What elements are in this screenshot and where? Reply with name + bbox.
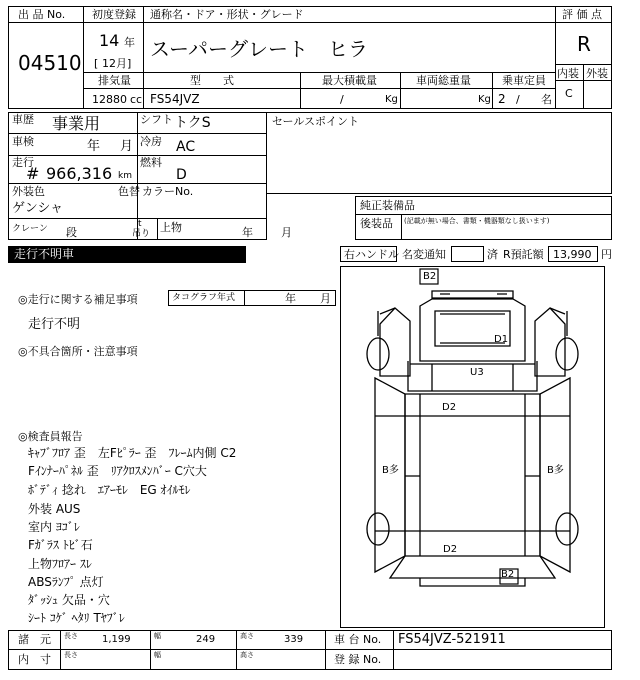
max-load-kg: Kg [385,94,398,105]
damage-mark-b2-bottom: B2 [501,569,515,580]
sales-point-label: セールスポイント [272,115,360,128]
damage-mark-d2-lower: D2 [443,544,458,555]
mileage-unit: km [118,171,132,181]
reg-month: 12 [102,57,116,70]
inspector-line: ﾎﾞﾃﾞｨ 捻れ ｴｱｰﾓﾚ EG ｵｲﾙﾓﾚ [28,483,191,497]
recycle-amount: 13,990 [553,248,592,261]
mileage-mark: # [26,164,40,183]
car-name: スーパーグレート ヒラ [150,37,368,61]
fuel-label: 燃料 [140,156,162,169]
inspection-year-unit: 年 [87,139,101,154]
inspector-line: ABSﾗﾝﾌﾟ 点灯 [28,575,104,589]
genuine-label: 純正装備品 [360,199,415,212]
gvw-kg: Kg [478,94,491,105]
tachograph-label: タコグラフ年式 [172,293,236,303]
reg-month-unit: 月] [116,57,132,70]
gvw-label: 車両総重量 [416,74,471,87]
footer-box [8,630,612,670]
truck-diagram [340,266,605,628]
aircon-label: 冷房 [140,135,162,148]
width-value: 249 [196,634,216,645]
aircon-value: AC [176,139,196,155]
dims-label: 諸 元 [18,633,51,646]
length-value: 1,199 [102,634,131,645]
crane-ton: t [138,219,142,229]
reg-year: 14 [99,31,120,50]
lot-number: 04510 [18,51,82,75]
cargo-height-label: 高さ [240,651,254,659]
inspection-month-unit: 月 [120,139,134,154]
capacity-value: 2 [498,92,506,106]
name-change-label: 名変通知 [402,248,446,261]
damage-mark-b-left: B多 [382,465,399,476]
inspector-line: ﾀﾞｯｼｭ 欠品・穴 [28,593,110,607]
inspector-line: Fｶﾞﾗｽ ﾄﾋﾞ石 [28,538,93,552]
displacement-label: 排気量 [98,74,131,87]
shift-value: トクS [174,115,211,131]
inspector-title: ◎検査員報告 [18,430,83,443]
aftermarket-label: 後装品 [360,217,393,230]
fuel-value: D [176,167,187,183]
reg-year-unit: 年 [124,36,135,49]
reg-label: 初度登録 [92,8,136,21]
aftermarket-note: (記載が無い場合、書類・機器類なし扱います) [404,217,550,225]
max-load-slash: / [340,93,344,106]
inspection-label: 車検 [12,135,34,148]
model-label: 型 式 [190,74,234,87]
shift-label: シフト [140,113,173,126]
lot-label: 出 品 No. [18,8,66,21]
history-label: 車歴 [12,113,34,126]
length-label: 長さ [64,632,78,640]
damage-mark-b-right: B多 [547,465,564,476]
recycle-label: R預託額 [503,248,544,261]
upper-year-unit: 年 [242,226,253,239]
tax-label: 済 [487,248,498,261]
upper-month-unit: 月 [281,226,292,239]
cargo-length-label: 長さ [64,651,78,659]
mileage-label: 走行 [12,156,34,169]
capacity-label: 乗車定員 [502,74,546,87]
color-value: ゲンシャ [12,201,64,216]
name-label: 通称名・ドア・形状・グレード [150,8,304,21]
damage-mark-d1: D1 [494,334,509,345]
color-change-label: 色替 [118,185,140,198]
steering-value: 右ハンドル [344,248,399,261]
exterior-label: 外装 [586,67,608,80]
crane-label: クレーン [12,224,48,234]
inspector-line: 室内 ﾖｺﾞﾚ [28,520,80,534]
grade-label: 評 価 点 [562,8,602,21]
cargo-width-label: 幅 [154,651,161,659]
height-value: 339 [284,634,304,645]
upper-label: 上物 [160,221,182,234]
interior-label: 内装 [557,67,579,80]
inspector-line: ｼｰﾄ ｺｹﾞ ﾍﾀﾘ Tﾔﾌﾞﾚ [28,611,125,625]
defect-title: ◎不具合箇所・注意事項 [18,345,138,358]
running-title: ◎走行に関する補足事項 [18,293,138,306]
unknown-mileage-banner: 走行不明車 [8,246,246,263]
color-label: 外装色 [12,185,45,198]
width-label: 幅 [154,632,161,640]
damage-mark-d2-upper: D2 [442,402,457,413]
inspector-line: 外装 AUS [28,502,81,516]
running-note: 走行不明 [28,317,81,332]
reg-no-label: 登 録 No. [334,653,382,666]
inspector-line: 上物ﾌﾛｱｰ ｽﾚ [28,557,92,571]
mileage-value: 966,316 [46,164,113,183]
name-change-box [451,246,484,262]
yen-label: 円 [601,248,612,261]
chassis-label: 車 台 No. [334,633,382,646]
displacement-value: 12880 [92,93,127,106]
overall-grade: R [577,32,591,56]
displacement-unit: cc [130,93,143,106]
crane-stage: 段 [66,226,77,239]
inspector-line: ｷｬﾌﾞﾌﾛｱ 歪 左Fﾋﾟﾗｰ 歪 ﾌﾚｰﾑ内側 C2 [28,446,237,460]
reg-month-open: [ [94,57,99,70]
inspector-line: Fｲﾝﾅｰﾊﾟﾈﾙ 歪 ﾘｱｸﾛｽﾒﾝﾊﾞｰ C穴大 [28,464,207,478]
max-load-label: 最大積載量 [322,74,377,87]
tacho-year-unit: 年 [285,292,296,305]
model-value: FS54JVZ [150,92,200,106]
chassis-value: FS54JVZ-521911 [398,632,506,647]
damage-mark-b2-top: B2 [423,271,437,282]
crane-lift: 吊り [132,229,151,239]
color-no-label: カラーNo. [142,185,194,198]
capacity-unit: 名 [541,93,552,106]
height-label: 高さ [240,632,254,640]
damage-mark-u3: U3 [470,367,484,378]
history-value: 事業用 [52,114,101,133]
capacity-slash: / [516,93,520,106]
interior-grade: C [565,87,573,100]
cargo-label: 内 寸 [18,653,51,666]
tacho-month-unit: 月 [320,292,331,305]
